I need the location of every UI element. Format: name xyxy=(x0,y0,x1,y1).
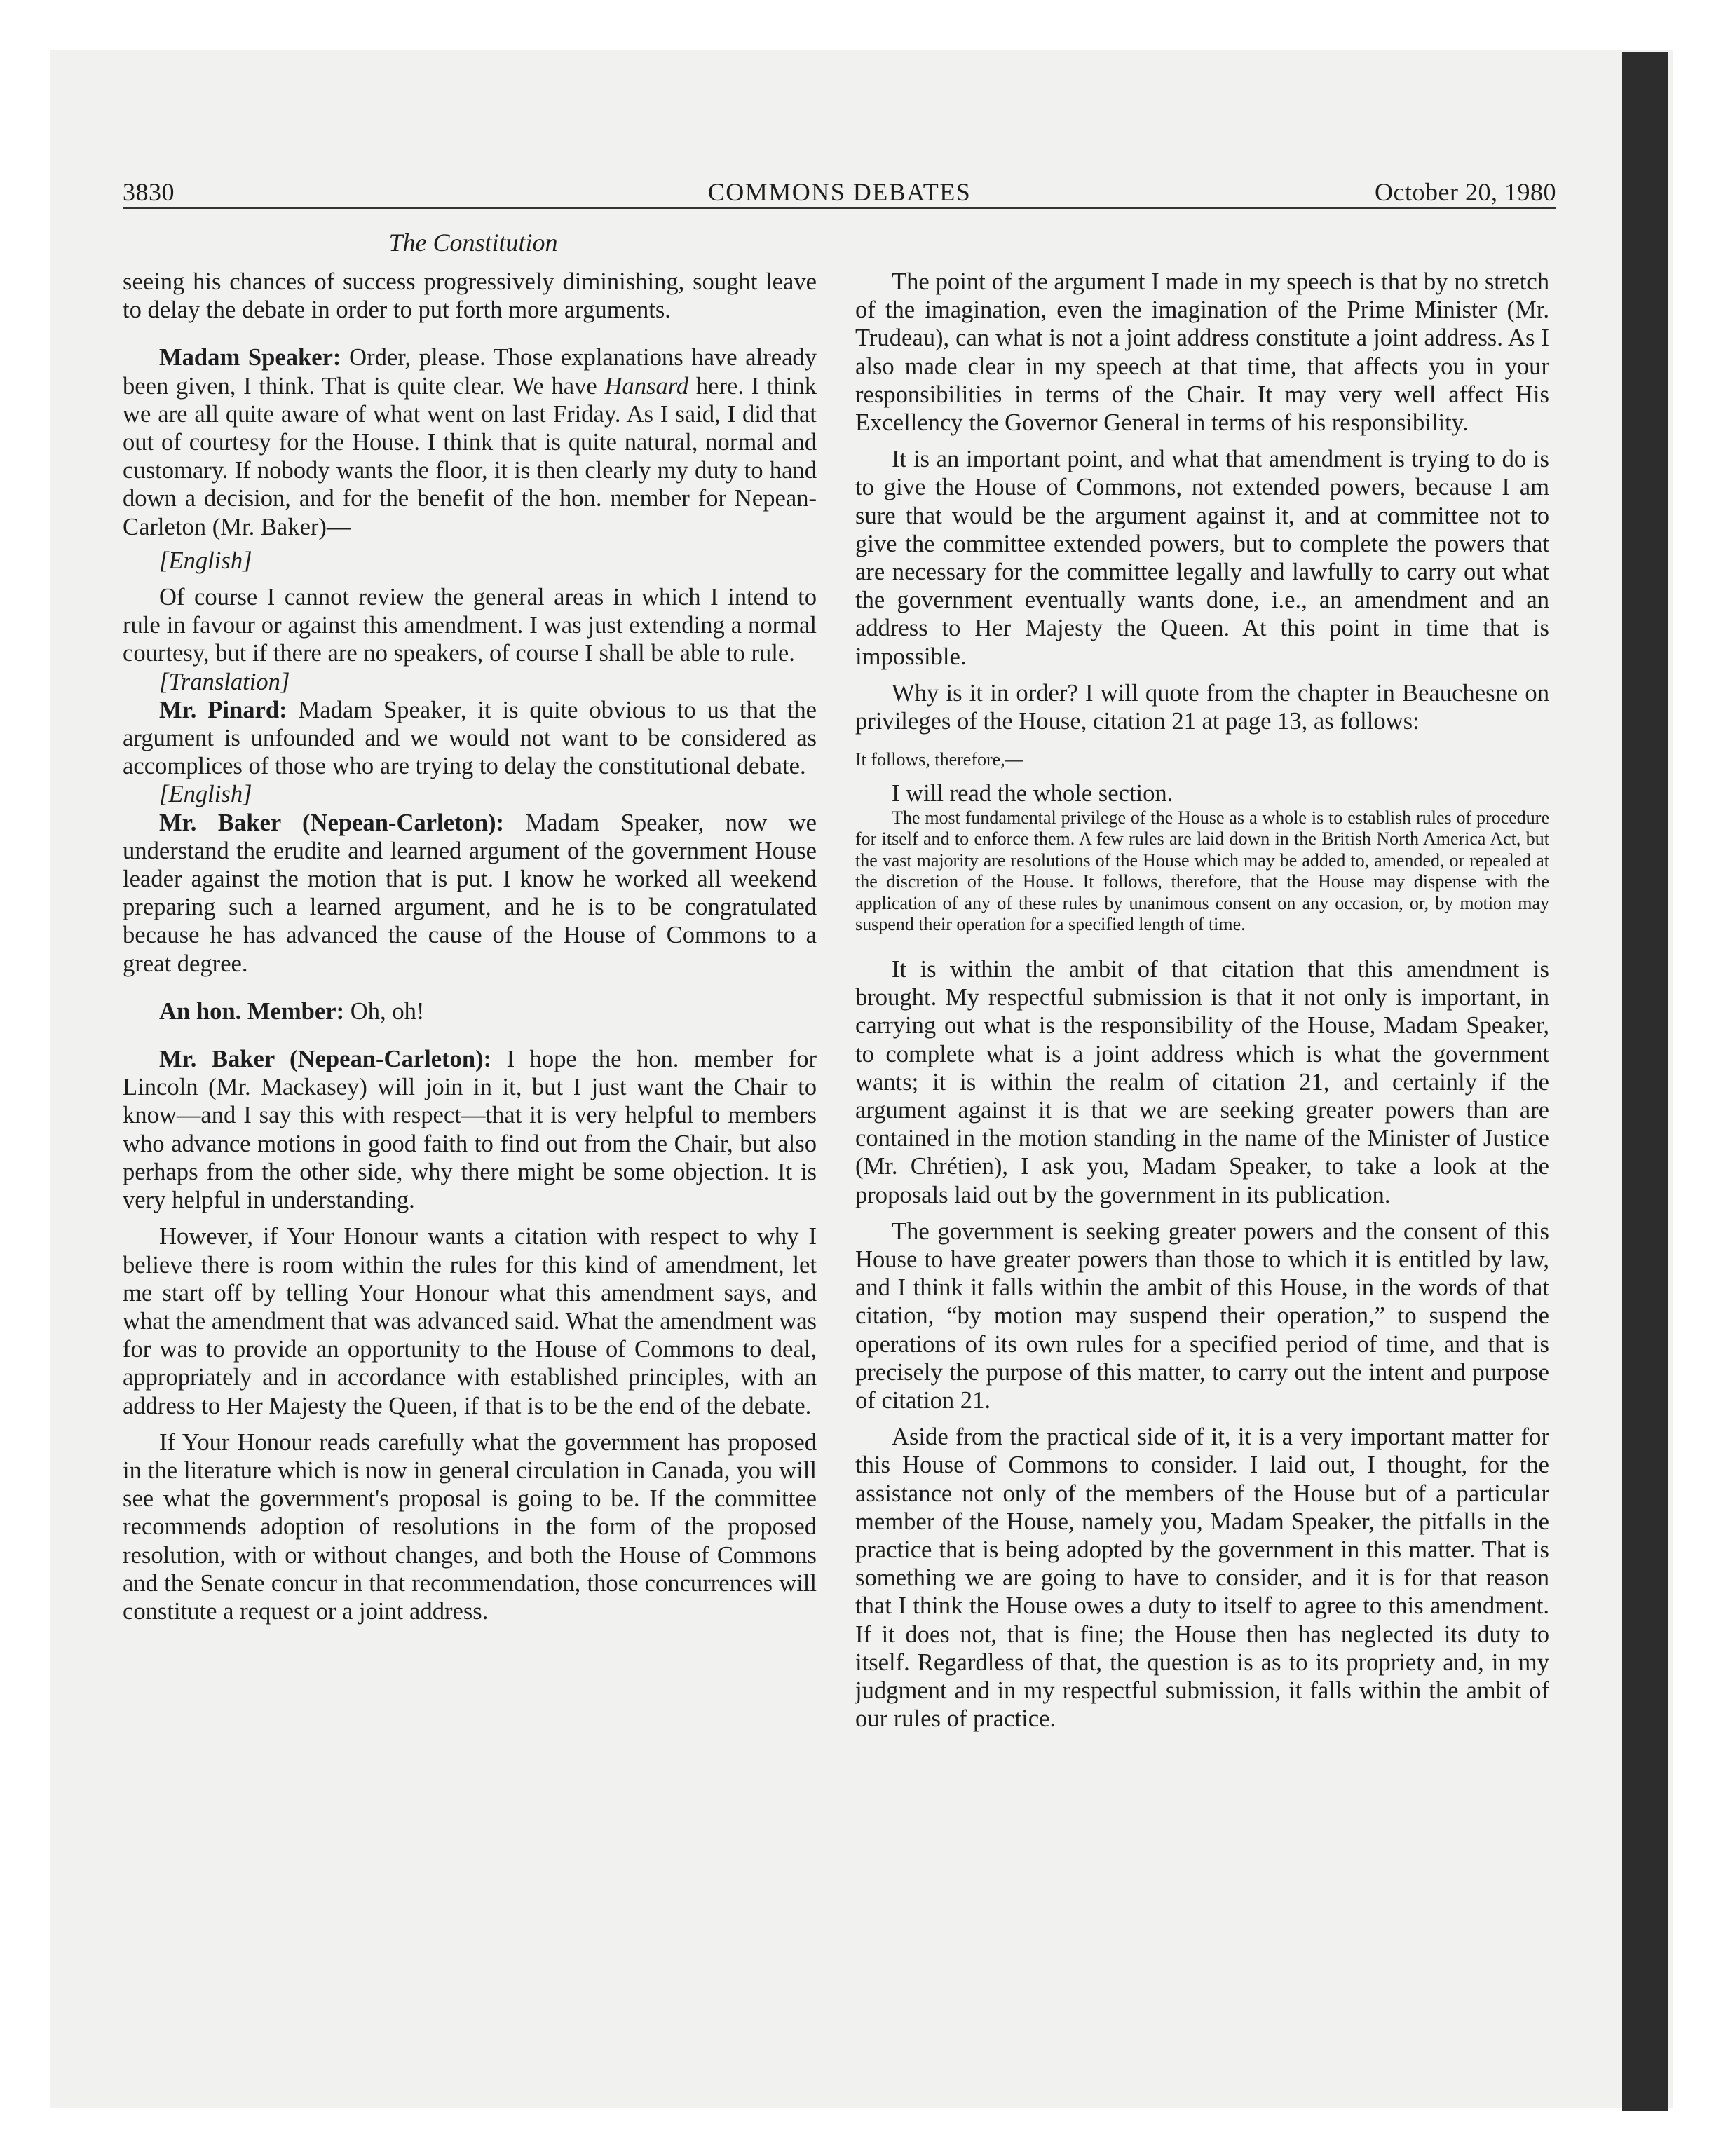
paragraph: Mr. Baker (Nepean-Carleton): I hope the hon. member for Lincoln (Mr. Mackasey) will join in it, but I just want the Chair to know—and I say this with respect—that it is very helpful to members who advance motions in good faith to find out from the Chair, but also perhaps from the other side, why there might be some objection. It is very helpful in understanding. xyxy=(123,1046,817,1214)
paragraph: Mr. Baker (Nepean-Carleton): Madam Speaker, now we understand the erudite and learned argument of the government House leader against the motion that is put. I know he worked all weekend preparing such a learned argument, and he is to be congratulated because he has advanced the cause of the House of Commons to a great degree. xyxy=(123,809,817,977)
speaker-name: Mr. Pinard: xyxy=(159,696,287,723)
paragraph: Of course I cannot review the general areas in which I intend to rule in favour or against this amendment. I was just extending a normal courtesy, but if there are no speakers, of course I shall be able to rule. xyxy=(123,584,817,667)
paragraph: The point of the argument I made in my speech is that by no stretch of the imagination, even the imagination of the Prime Minister (Mr. Trudeau), can what is not a joint address constitute a joint address. As I also made clear in my speech at that time, that affects you in your responsibilities in terms of the Chair. It may very well affect His Excellency the Governor General in terms of his responsibility. xyxy=(855,268,1549,437)
header-date: October 20, 1980 xyxy=(1375,178,1556,206)
language-marker: [English] xyxy=(159,781,252,808)
paragraph: It is an important point, and what that amendment is trying to do is to give the House of Commons, not extended powers, because I am sure that would be the argument against it, and at committee not to give the committee extended powers, but to complete the powers that are necessary for the committee legally and lawfully to carry out what the government eventually wants done, i.e., an amendment and an address to Her Majesty the Queen. At this point in time that is impossible. xyxy=(855,446,1549,670)
citation-quote: The most fundamental privilege of the House as a whole is to establish rules of procedure for itself and to enforce them. A few rules are laid down in the British North America Act, but the vast majority are resolutions of the House which may be added to, amended, or repealed at the discretion of the House. It follows, therefore, that the House may dispense with the application of any of these rules by unanimous consent on any occasion, or, by motion may suspend their operation for a specified length of time. xyxy=(855,807,1549,935)
speaker-name: Mr. Baker (Nepean-Carleton): xyxy=(159,809,505,836)
citation-quote: It follows, therefore,— xyxy=(855,749,1023,770)
paragraph: seeing his chances of success progressively diminishing, sought leave to delay the debate in order to put forth more arguments. xyxy=(123,268,817,324)
emphasis: Hansard xyxy=(604,372,689,400)
scan-edge-shadow xyxy=(1622,52,1668,2111)
paragraph: I will read the whole section. xyxy=(892,779,1173,807)
page-number: 3830 xyxy=(123,178,175,206)
right-column xyxy=(855,268,1549,1733)
publication-title: COMMONS DEBATES xyxy=(707,178,972,206)
paragraph: Mr. Pinard: Madam Speaker, it is quite obvious to us that the argument is unfounded and we would not want to be considered as accomplices of those who are trying to delay the constitutional debate. xyxy=(123,696,817,780)
paragraph: However, if Your Honour wants a citation with respect to why I believe there is room within the rules for this kind of amendment, let me start off by telling Your Honour what this amendment says, and what the amendment that was advanced said. What the amendment was for was to provide an opportunity to the House of Commons to deal, appropriately and in accordance with established principles, with an address to Her Majesty the Queen, if that is to be the end of the debate. xyxy=(123,1223,817,1419)
speaker-name: An hon. Member: xyxy=(159,997,345,1025)
left-column xyxy=(123,268,817,1625)
language-marker: [Translation] xyxy=(159,668,290,695)
paragraph: It is within the ambit of that citation that this amendment is brought. My respectful submission is that it not only is important, in carrying out what is the responsibility of the House, Madam Speaker, to complete what is a joint address which is what the government wants; it is within the realm of citation 21, and certainly if the argument against it is that we are seeking greater powers than are contained in the motion standing in the name of the Minister of Justice (Mr. Chrétien), I ask you, Madam Speaker, to take a look at the proposals laid out by the government in its publication. xyxy=(855,955,1549,1208)
paragraph: Why is it in order? I will quote from the chapter in Beauchesne on privileges of the House, citation 21 at page 13, as follows: xyxy=(855,679,1549,735)
header-rule xyxy=(123,207,1556,209)
speaker-name: Madam Speaker: xyxy=(159,344,341,371)
speaker-name: Mr. Baker (Nepean-Carleton): xyxy=(159,1046,492,1073)
paragraph: Aside from the practical side of it, it is a very important matter for this House of Commons to consider. I laid out, I thought, for the assistance not only of the members of the House but of a particular member of the House, namely you, Madam Speaker, the pitfalls in the practice that is being adopted by the government in this matter. That is something we are going to have to consider, and it is for that reason that I think the House owes a duty to itself to agree to this amendment. If it does not, that is fine; the House then has neglected its duty to itself. Regardless of that, the question is as to its propriety and, in my judgment and in my respectful submission, it falls within the ambit of our rules of practice. xyxy=(855,1424,1549,1733)
paragraph: An hon. Member: Oh, oh! xyxy=(159,997,425,1025)
paragraph: The government is seeking greater powers and the consent of this House to have greater powers than those to which it is entitled by law, and I think it falls within the ambit of this House, in the words of that citation, “by motion may suspend their operation,” to suspend the operations of its own rules for a specified period of time, and that is precisely the purpose of this matter, to carry out the intent and purpose of citation 21. xyxy=(855,1217,1549,1414)
paragraph: If Your Honour reads carefully what the government has proposed in the literature which is now in general circulation in Canada, you will see what the government's proposal is going to be. If the committee recommends adoption of resolutions in the form of the proposed resolution, with or without changes, and both the House of Commons and the Senate concur in that recommendation, those concurrences will constitute a request or a joint address. xyxy=(123,1428,817,1625)
paragraph: Madam Speaker: Order, please. Those explanations have already been given, I think. That is quite clear. We have Hansard here. I think we are all quite aware of what went on last Friday. As I said, I did that out of courtesy for the House. I think that is quite natural, normal and customary. If nobody wants the floor, it is then clearly my duty to hand down a decision, and for the benefit of the hon. member for Nepean-Carleton (Mr. Baker)— xyxy=(123,344,817,540)
section-title: The Constitution xyxy=(388,228,558,257)
language-marker: [English] xyxy=(159,547,252,574)
